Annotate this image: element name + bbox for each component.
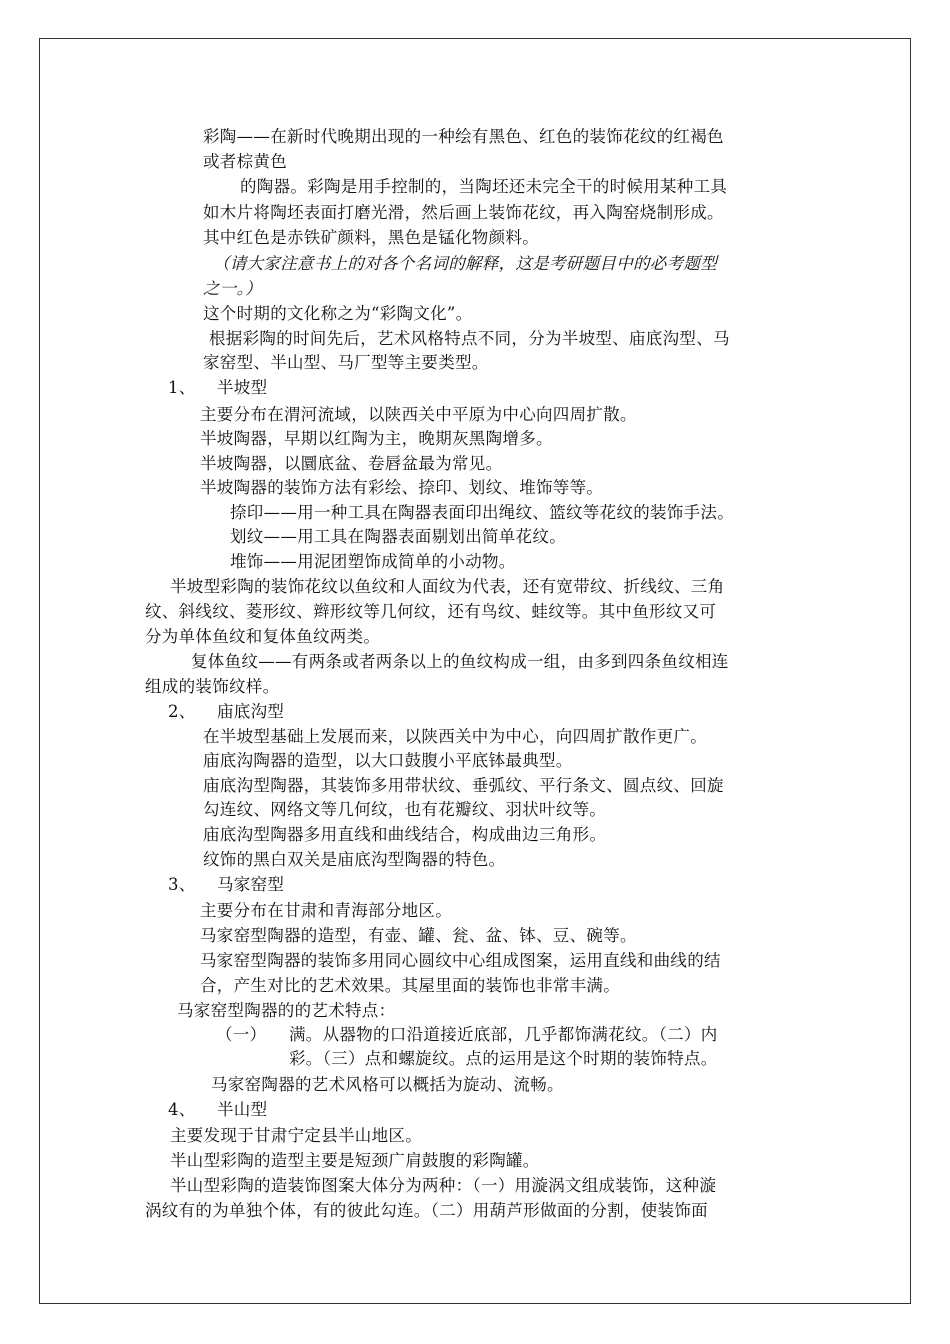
- text-line: 马家窑型陶器的的艺术特点：: [177, 1001, 396, 1020]
- text-line: 彩陶——在新时代晚期出现的一种绘有黑色、红色的装饰花纹的红褐色: [203, 127, 724, 146]
- text-line: 主要分布在甘肃和青海部分地区。: [200, 901, 452, 920]
- section-heading: 庙底沟型: [217, 702, 285, 721]
- text-line: 分为单体鱼纹和复体鱼纹两类。: [145, 627, 381, 646]
- text-line: 马家窑型陶器的装饰多用同心圆纹中心组成图案，运用直线和曲线的结: [200, 951, 721, 970]
- text-line: 复体鱼纹——有两条或者两条以上的鱼纹构成一组，由多到四条鱼纹相连: [191, 652, 729, 671]
- text-line: 或者棕黄色: [203, 152, 287, 171]
- text-line: 如木片将陶坯表面打磨光滑，然后画上装饰花纹，再入陶窑烧制形成。: [203, 203, 724, 222]
- text-line: 这个时期的文化称之为“彩陶文化”。: [203, 304, 473, 323]
- text-line: 家窑型、半山型、马厂型等主要类型。: [203, 353, 489, 372]
- section-number: 2、: [168, 702, 196, 721]
- section-number: 4、: [168, 1100, 196, 1119]
- section-heading: 半山型: [217, 1100, 268, 1119]
- section-heading: 半坡型: [217, 378, 268, 397]
- text-line: 彩。（三）点和螺旋纹。点的运用是这个时期的装饰特点。: [289, 1049, 718, 1068]
- text-line: 半坡型彩陶的装饰花纹以鱼纹和人面纹为代表，还有宽带纹、折线纹、三角: [170, 577, 725, 596]
- text-line: 半坡陶器，早期以红陶为主，晚期灰黑陶增多。: [200, 429, 553, 448]
- text-line: 马家窑型陶器的造型，有壶、罐、瓮、盆、钵、豆、碗等。: [200, 926, 637, 945]
- section-heading: 马家窑型: [217, 875, 285, 894]
- text-line-note: （请大家注意书上的对各个名词的解释，这是考研题目中的必考题型: [213, 254, 717, 273]
- text-line: 主要分布在渭河流域，以陕西关中平原为中心向四周扩散。: [200, 405, 637, 424]
- text-line: 马家窑陶器的艺术风格可以概括为旋动、流畅。: [211, 1075, 564, 1094]
- text-line: 的陶器。彩陶是用手控制的，当陶坯还未完全干的时候用某种工具: [240, 177, 728, 196]
- text-line: 纹、斜线纹、菱形纹、辫形纹等几何纹，还有鸟纹、蛙纹等。其中鱼形纹又可: [145, 602, 717, 621]
- text-line: 涡纹有的为单独个体，有的彼此勾连。（二）用葫芦形做面的分割，使装饰面: [145, 1201, 708, 1220]
- text-line: 庙底沟型陶器，其装饰多用带状纹、垂弧纹、平行条文、圆点纹、回旋: [203, 776, 724, 795]
- text-line: 合，产生对比的艺术效果。其屋里面的装饰也非常丰满。: [200, 976, 620, 995]
- text-line: 庙底沟型陶器多用直线和曲线结合，构成曲边三角形。: [203, 825, 607, 844]
- text-line: 半山型彩陶的造装饰图案大体分为两种：（一）用漩涡文组成装饰，这种漩: [170, 1176, 717, 1195]
- text-line: 组成的装饰纹样。: [145, 677, 280, 696]
- text-line: 半坡陶器的装饰方法有彩绘、捺印、划纹、堆饰等等。: [200, 478, 604, 497]
- text-line: 堆饰——用泥团塑饰成简单的小动物。: [230, 552, 516, 571]
- text-line: 勾连纹、网络文等几何纹，也有花瓣纹、羽状叶纹等。: [203, 800, 607, 819]
- text-line: 半山型彩陶的造型主要是短颈广肩鼓腹的彩陶罐。: [170, 1151, 540, 1170]
- text-line: 纹饰的黑白双关是庙底沟型陶器的特色。: [203, 850, 506, 869]
- text-line: 捺印——用一种工具在陶器表面印出绳纹、篮纹等花纹的装饰手法。: [230, 503, 734, 522]
- text-line: 其中红色是赤铁矿颜料，黑色是锰化物颜料。: [203, 228, 539, 247]
- list-marker: （一）: [216, 1025, 267, 1044]
- text-line: 划纹——用工具在陶器表面剔划出简单花纹。: [230, 527, 566, 546]
- section-number: 3、: [168, 875, 196, 894]
- text-line: 根据彩陶的时间先后，艺术风格特点不同，分为半坡型、庙底沟型、马: [209, 329, 730, 348]
- text-line: 半坡陶器，以圜底盆、卷唇盆最为常见。: [200, 454, 503, 473]
- section-number: 1、: [168, 378, 196, 397]
- text-line: 主要发现于甘肃宁定县半山地区。: [170, 1126, 422, 1145]
- text-line-note: 之一。）: [203, 279, 262, 298]
- text-line: 庙底沟陶器的造型，以大口鼓腹小平底钵最典型。: [203, 751, 573, 770]
- text-line: 在半坡型基础上发展而来，以陕西关中为中心，向四周扩散作更广。: [203, 727, 707, 746]
- text-line: 满。从器物的口沿道接近底部，几乎都饰满花纹。（二）内: [289, 1025, 718, 1044]
